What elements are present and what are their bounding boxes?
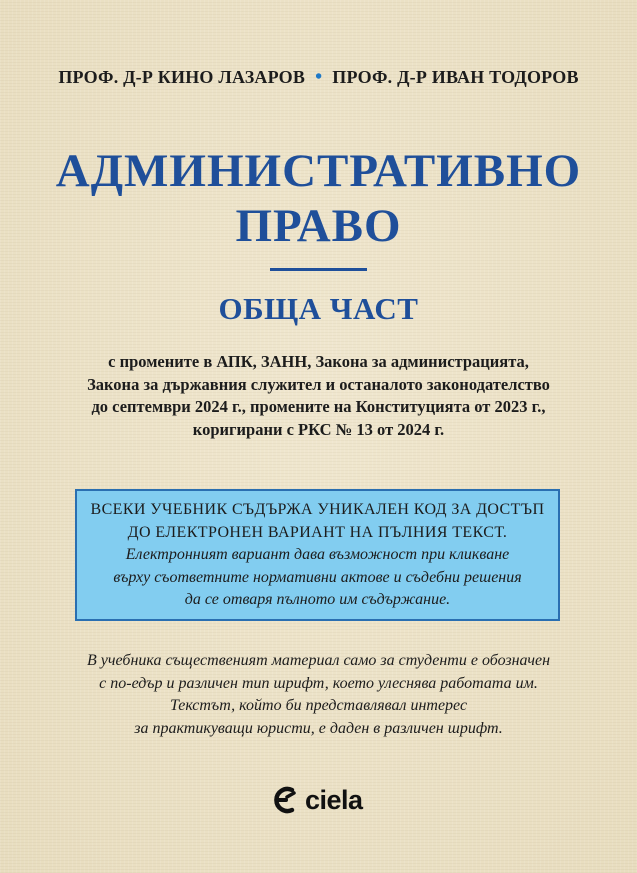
infobox-line: да се отваря пълното им съдържание.: [184, 591, 451, 608]
infobox-line: ВСЕКИ УЧЕБНИК СЪДЪРЖА УНИКАЛЕН КОД ЗА ДОСТЪП: [90, 501, 545, 518]
ciela-logo-icon: [270, 784, 300, 816]
publisher-name: ciela: [305, 784, 363, 815]
changes-line: до септември 2024 г., промените на Конституцията от 2023 г.,: [91, 397, 546, 416]
infobox-line: Електронният вариант дава възможност при кликване: [125, 546, 510, 563]
font-usage-note: [40, 650, 597, 740]
infobox-line: върху съответните нормативни актове и съдебни решения: [113, 568, 522, 586]
note-line: с по-едър и различен тип шрифт, което улеснява работата им.: [99, 674, 538, 692]
changes-line: с промените в АПК, ЗАНН, Закона за администрацията,: [108, 352, 529, 371]
title-divider: [270, 268, 367, 271]
note-line: за практикуващи юристи, е даден в различен шрифт.: [134, 719, 503, 737]
note-line: Текстът, който би представлявал интерес: [169, 697, 468, 714]
author-2: ПРОФ. Д-Р ИВАН ТОДОРОВ: [332, 67, 579, 87]
infobox-line: ДО ЕЛЕКТРОНЕН ВАРИАНТ НА ПЪЛНИЯ ТЕКСТ.: [127, 523, 508, 541]
note-line: В учебника същественият материал само за студенти е обозначен: [87, 652, 550, 669]
changes-line: коригирани с РКС № 13 от 2024 г.: [192, 419, 445, 439]
access-code-info-box: [75, 489, 560, 621]
author-separator-dot: •: [315, 66, 323, 88]
book-subtitle: ОБЩА ЧАСТ: [218, 291, 419, 326]
edition-changes-text: [60, 351, 577, 441]
book-title-line-2: ПРАВО: [235, 200, 402, 252]
book-title-line-1: АДМИНИСТРАТИВНО: [55, 145, 582, 197]
changes-line: Закона за държавния служител и останалото законодателство: [87, 374, 550, 394]
publisher-logo: [270, 783, 363, 817]
authors-line: [0, 66, 637, 89]
author-1: ПРОФ. Д-Р КИНО ЛАЗАРОВ: [58, 67, 306, 87]
